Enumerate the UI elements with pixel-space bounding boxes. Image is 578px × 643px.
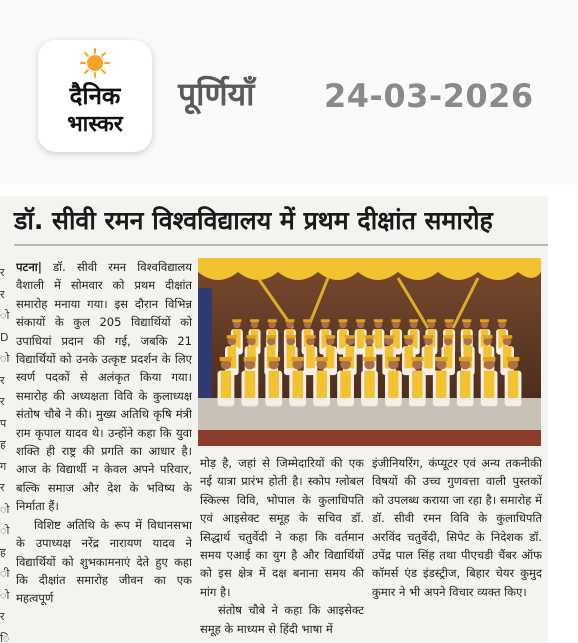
edition-date: 24-03-2026 [324,77,534,115]
article-dateline: पटना| [16,260,42,274]
fragment-char: ो [0,524,10,537]
fragment-char: र [0,266,5,279]
convocation-photo[interactable] [198,258,541,446]
fragment-char: प [0,416,7,430]
article-column-1 [16,258,192,643]
fragment-char: ो [0,352,10,365]
logo-text-bhaskar: भास्कर [67,112,123,137]
article-col1-para1: डॉ. सीवी रमन विश्वविद्यालय वैशाली में सोमवार को प्रथम दीक्षांत समारोह मनाया गया। इस दौरान विभिन्न संकायों के कुल 205 विद्यार्थियों को उपाधियां प्रदान की गई, जबकि 21 विद्यार्थियों को उनके उत्कृष्ट प्रदर्शन के लिए स्वर्ण पदकों से अलंकृत किया गया। समारोह की अध्यक्षता विवि के कुलाध्यक्ष संतोष चौबे ने की। मुख्य अतिथि कृषि मंत्री राम कृपाल यादव थे। उन्होंने कहा कि युवा शक्ति ही राष्ट्र की प्रगति का आधार है। आज के विद्यार्थी न केवल अपने परिवार, बल्कि समाज और देश के भविष्य के निर्माता हैं। [16,260,192,514]
logo-text-dainik: दैनिक [69,82,121,110]
article-col1-para2: विशिष्ट अतिथि के रूप में विधानसभा के उपाध्यक्ष नरेंद्र नारायण यादव ने विद्यार्थियों को शुभकामनाएं देते हुए कहा कि दीक्षांत समारोह जीवन का एक महत्वपूर्ण [16,517,192,606]
article-column-2 [200,454,364,643]
fragment-char: र [0,395,5,408]
headline-divider [14,244,548,246]
fragment-char: र [0,373,5,387]
fragment-char: ो [0,588,10,602]
fragment-char: ग [0,459,7,473]
fragment-char: ी [0,567,10,580]
article-col2-para1: मोड़ है, जहां से जिम्मेदारियों की एक नई यात्रा प्रारंभ होती है। स्कोप ग्लोबल स्किल्स विवि, भोपाल के कुलाधिपति एवं आइसेक्ट समूह के सचिव डॉ. सिद्धार्थ चतुर्वेदी ने कहा कि वर्तमान समय एआई का युग है और विद्यार्थियों को इस क्षेत्र में दक्ष बनाना समय की मांग है। [200,456,364,599]
article-col2-para2: संतोष चौबे ने कहा कि आइसेक्ट समूह के माध्यम से हिंदी भाषा में [200,603,364,636]
previous-column-fragment [0,262,10,643]
fragment-char: र [0,287,5,301]
fragment-char: र [0,481,5,494]
sun-icon [80,48,110,78]
article-headline: डॉ. सीवी रमन विश्वविद्यालय में प्रथम दीक्षांत समारोह [14,206,493,235]
fragment-char: र [0,610,5,623]
app-header [0,0,578,186]
convocation-stage-image [198,258,541,446]
article-col3-para1: इंजीनियरिंग, कंप्यूटर एवं अन्य तकनीकी विषयों की उच्च गुणवत्ता वाली पुस्तकों को उपलब्ध कराया जा रहा है। समारोह में डॉ. सीवी रमन विवि के कुलाधिपति अरविंद चतुर्वेदी, सिपेट के निदेशक डॉ. उपेंद्र पाल सिंह तथा पीएचडी चैंबर ऑफ कॉमर्स एंड इंडस्ट्रीज, बिहार चेयर कुमुद कुमार ने भी अपने विचार व्यक्त किए। [372,456,542,599]
fragment-char: ि [0,631,10,643]
fragment-char: D [0,330,9,344]
article-column-3 [372,454,542,643]
fragment-char: ह [0,545,6,559]
fragment-char: ह [0,438,6,451]
dainik-bhaskar-logo[interactable] [38,40,152,152]
edition-city: पूर्णियाँ [178,75,255,113]
fragment-char: ो [0,309,10,322]
fragment-char: ो [0,502,10,516]
newspaper-clipping[interactable] [0,196,548,643]
